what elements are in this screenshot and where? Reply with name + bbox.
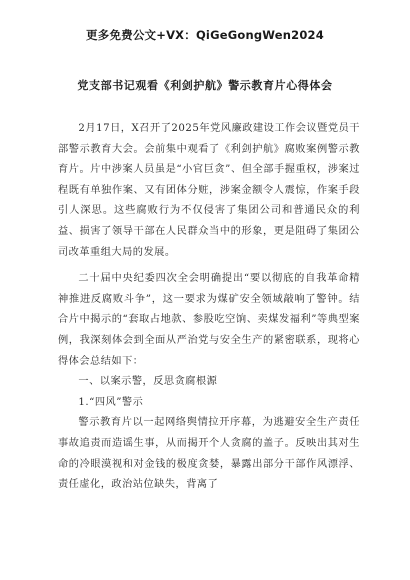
promo-header: 更多免费公文+VX：QiGeGongWen2024: [86, 28, 324, 42]
document-body: [58, 119, 360, 496]
document-title: 党支部书记观看《利剑护航》警示教育片心得体会: [77, 79, 333, 92]
subsection-heading-1: 1.“四风”警示: [78, 396, 144, 408]
paragraph-2: 二十届中央纪委四次全会明确提出“要以彻底的自我革命精神推进反腐败斗争”，这一要求为煤矿安全领域敲响了警钟。结合片中揭示的“套取占地款、参股吃空饷、卖煤发福利”等典型案例，我深刻体会到全面从严治党与安全生产的紧密联系，现将心得体会总结如下：: [58, 273, 360, 367]
paragraph-3: 警示教育片以一起网络舆情拉开序幕，为逃避安全生产责任事故追责而造谣生事，从而揭开个人贪腐的盖子。反映出其对生命的冷眼漠视和对金钱的极度贪婪，暴露出部分干部作风漂浮、责任虚化，政治站位缺失，背离了: [58, 417, 360, 491]
section-heading-1: 一、以案示警，反思贪腐根源: [78, 376, 218, 388]
paragraph-1: 2月17日，X召开了2025年党风廉政建设工作会议暨党员干部警示教育大会。会前集中观看了《利剑护航》腐败案例警示教育片。片中涉案人员虽是“小官巨贪”、但全部手握重权，涉案过程既有单独作案、又有团体分赃，涉案金额令人震惊，作案手段引人深思。这些腐败行为不仅侵害了集团公司和普通民众的利益、损害了领导干部在人民群众当中的形象，更是阻碍了集团公司改革重组大局的发展。: [58, 123, 360, 258]
